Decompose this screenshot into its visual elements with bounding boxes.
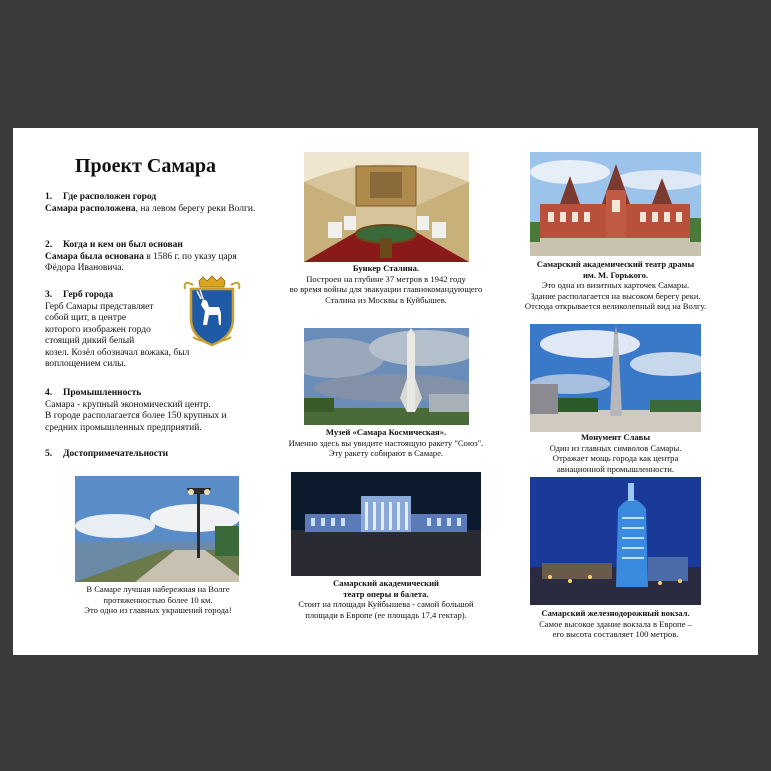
section-heading: Достопримечательности [63, 449, 169, 459]
section-heading: Где расположен город [63, 192, 157, 202]
section-industry: 4. Промышленность Самара - крупный экономический центр. В городе располагается более 150 крупных и средних промышленных предприятий. [45, 388, 227, 433]
railway-station-photo [530, 477, 701, 605]
section-heading: Герб города [63, 290, 114, 300]
caption-glory-monument: Монумент Славы Один из главных символов Самары. Отражает мощь города как центра авиационной промышленности. [549, 432, 682, 474]
drama-theatre-photo [530, 152, 701, 256]
caption-opera-theatre: Самарский академический театр оперы и балета. Стоит на площади Куйбышева - самой большой площади в Европе (ее площадь 17,4 гектар). [298, 578, 474, 620]
volga-embankment-photo [75, 476, 239, 582]
caption-embankment: В Самаре лучшая набережная на Волге протяженностью более 10 км. Это одно из главных украшений города! [84, 584, 232, 616]
section-founding: 2. Когда и кем он был основан Самара была основана в 1586 г. по указу царя Фёдора Ивановича. [45, 240, 237, 273]
page-title: Проект Самара [75, 155, 216, 177]
glory-monument-photo [530, 324, 701, 432]
caption-cosmic-museum: Музей «Самара Космическая». Именно здесь вы увидите настоящую ракету "Союз". Эту ракету собирают в Самаре. [288, 427, 484, 459]
section-coat-of-arms: 3. Герб города Герб Самары представляет собой щит, в центре которого изображен гордо стоящий дикий белый козел. Козёл обозначал вожака, был воплощением силы. [45, 290, 190, 369]
stalin-bunker-photo [304, 152, 469, 262]
section-heading: Когда и кем он был основан [63, 240, 183, 250]
samara-cosmic-museum-photo [304, 328, 469, 425]
section-heading: Промышленность [63, 388, 142, 398]
section-location: 1. Где расположен город Самара расположена, на левом берегу реки Волги. [45, 192, 256, 214]
opera-theatre-photo [291, 472, 481, 576]
caption-railway-station: Самарский железнодорожный вокзал. Самое высокое здание вокзала в Европе – его высота составляет 100 метров. [539, 608, 692, 640]
caption-bunker: Бункер Сталина. Построен на глубине 37 метров в 1942 году во время войны для эвакуации главнокомандующего Сталина из Москвы в Куйбышев. [289, 263, 483, 305]
caption-drama-theatre: Самарский академический театр драмы им. М. Горького. Это одна из визитных карточек Самары. Здание располагается на высоком берегу реки. Отсюда открывается великолепный вид на Волгу. [524, 259, 707, 312]
samara-coat-of-arms-image [179, 275, 245, 347]
section-sights: 5. Достопримечательности [45, 449, 169, 459]
document-page [13, 128, 758, 655]
